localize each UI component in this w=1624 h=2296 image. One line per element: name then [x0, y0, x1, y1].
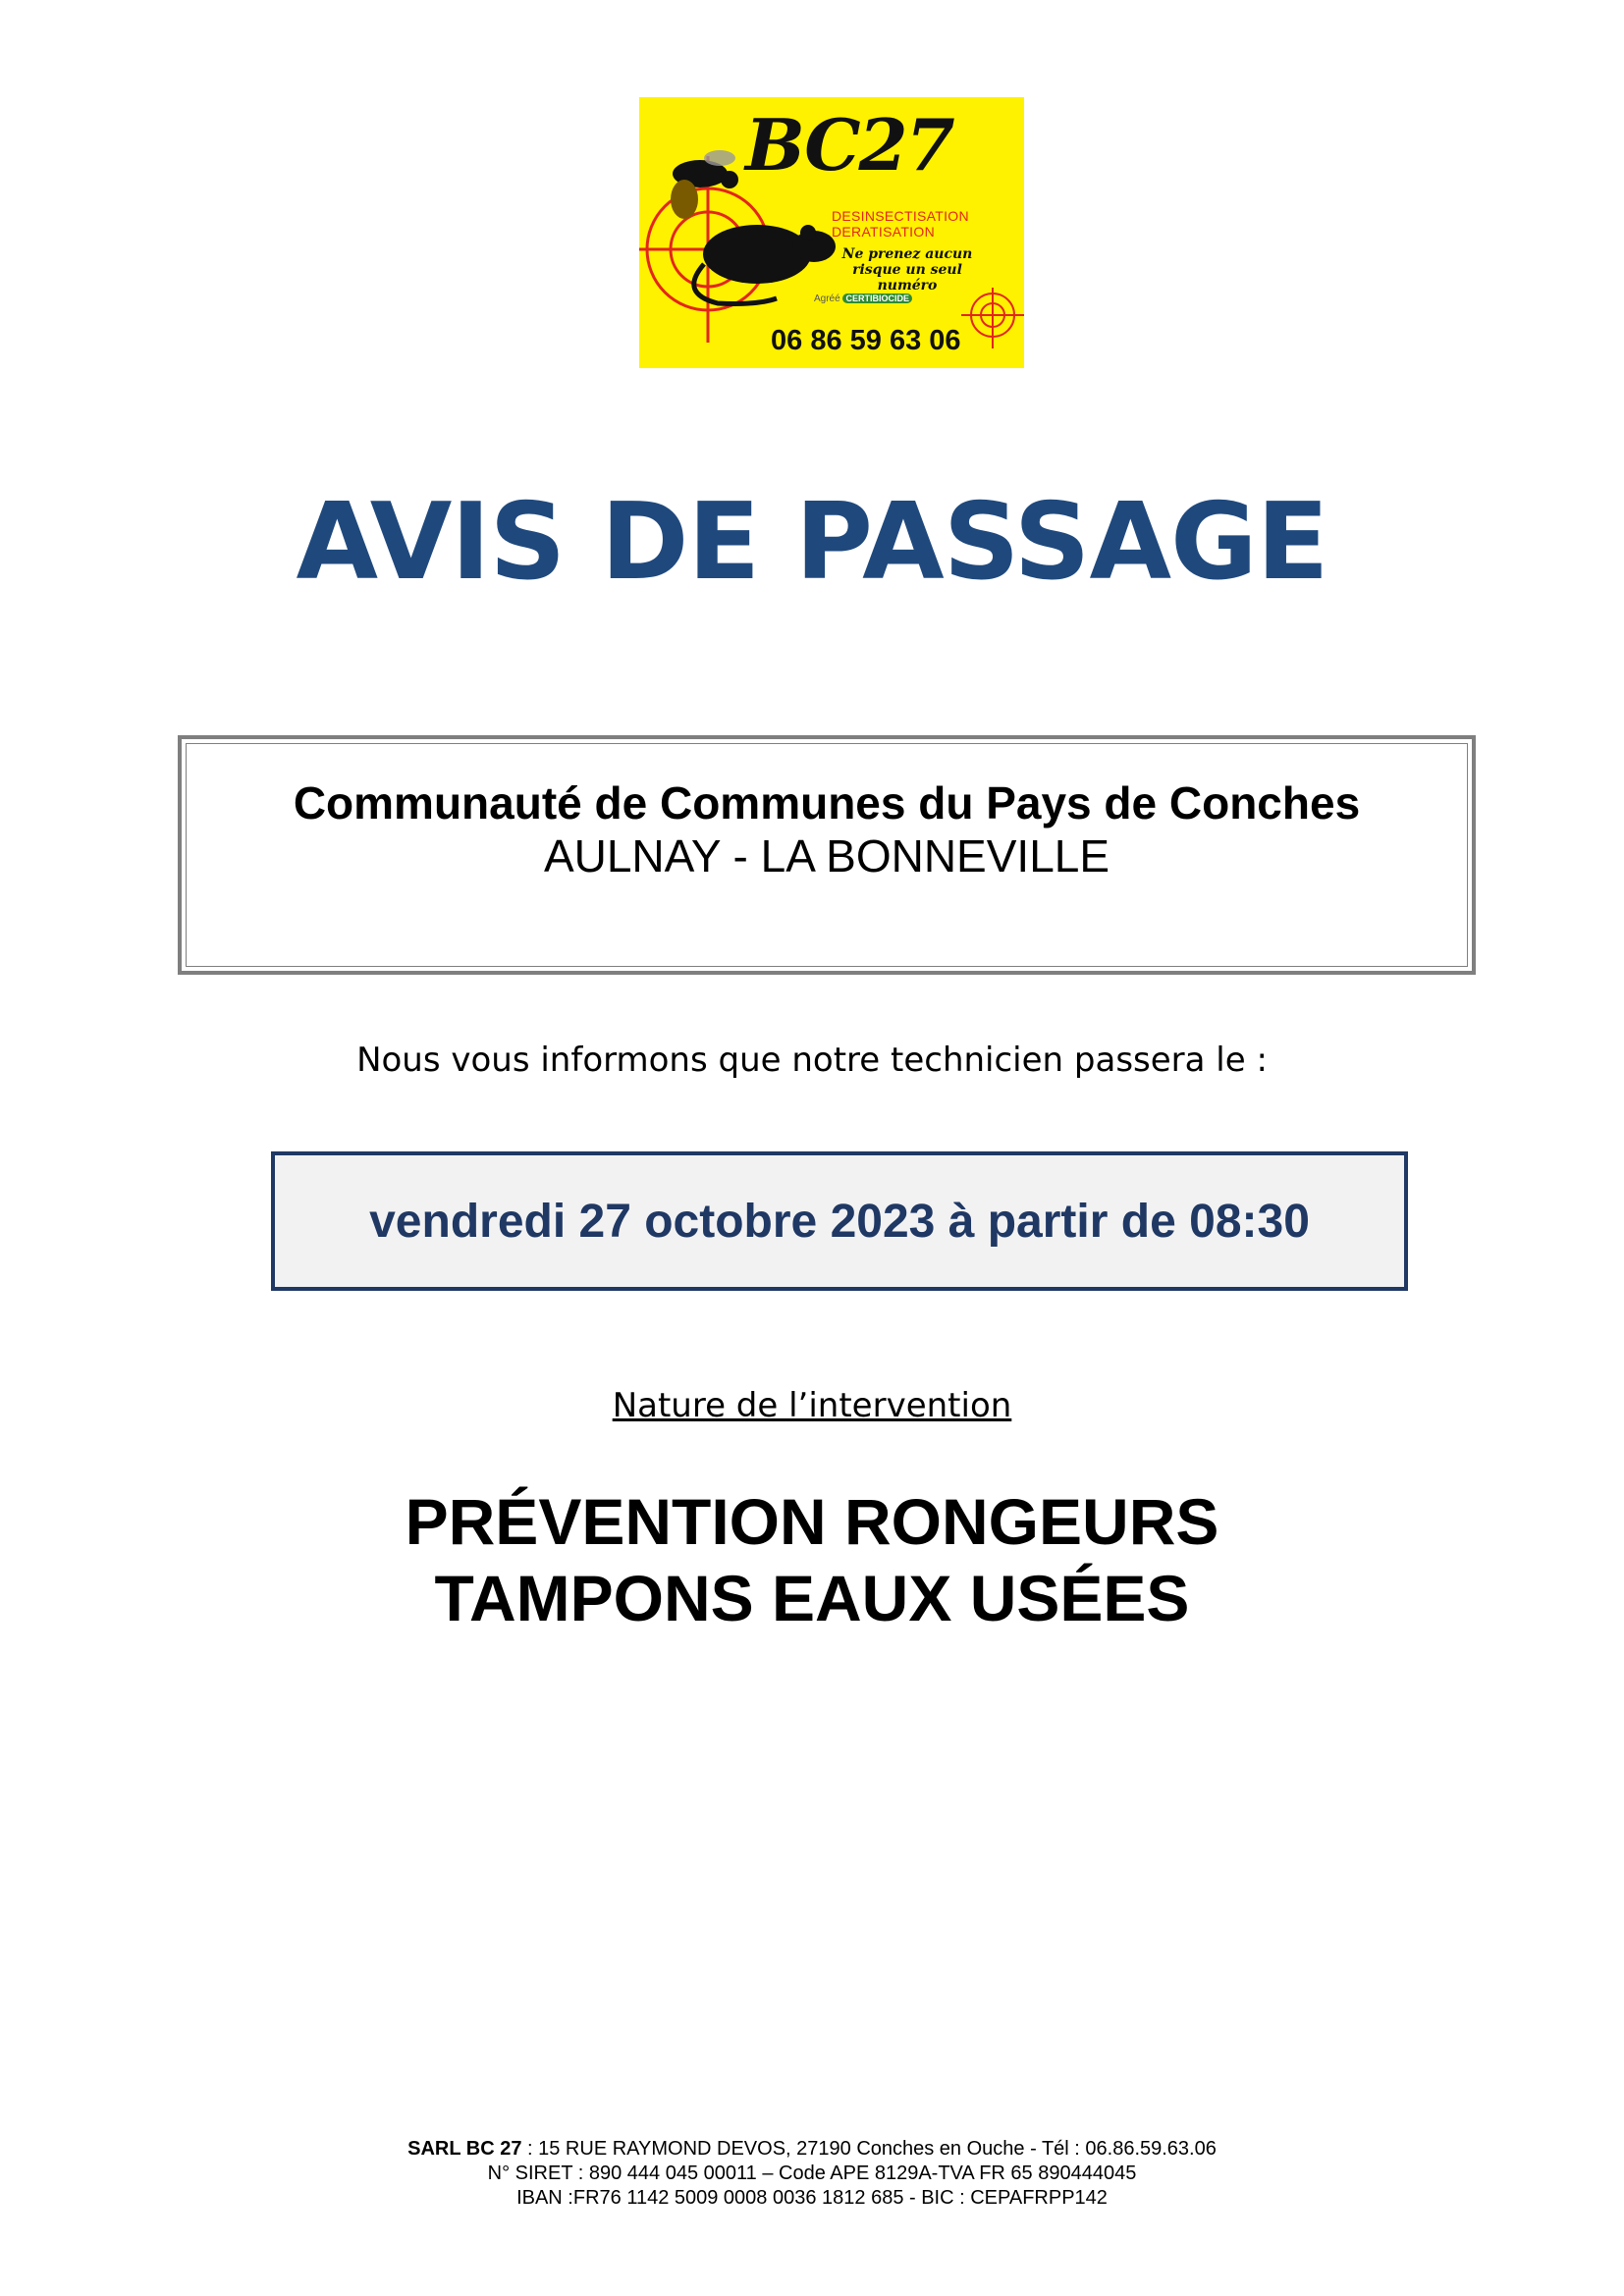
page-title: AVIS DE PASSAGE [296, 481, 1328, 604]
wasp-icon [671, 150, 738, 219]
footer-line1 [0, 2138, 1624, 2161]
logo-cert-name: CERTIBIOCIDE [842, 294, 912, 303]
nature-label [0, 1386, 1624, 1425]
visit-date: vendredi 27 octobre 2023 à partir de 08:30 [369, 1196, 1310, 1248]
footer-line3: IBAN :FR76 1142 5009 0008 0036 1812 685 - BIC : CEPAFRPP142 [516, 2187, 1108, 2209]
footer-address: : 15 RUE RAYMOND DEVOS, 27190 Conches en Ouche - Tél : 06.86.59.63.06 [521, 2138, 1217, 2160]
logo-line1: DESINSECTISATION [832, 208, 969, 224]
logo-brand: BC27 [745, 103, 953, 187]
nature-label-text: Nature de l’intervention [612, 1386, 1012, 1425]
nature-line1: PRÉVENTION RONGEURS [405, 1485, 1219, 1558]
community-box [178, 735, 1476, 975]
community-name: Communauté de Communes du Pays de Conches [293, 777, 1361, 828]
footer-company: SARL BC 27 [407, 2138, 522, 2160]
logo-line2: DERATISATION [832, 224, 935, 240]
rat-icon [694, 225, 836, 303]
logo-slogan: Ne prenez aucun risque un seul numéro [841, 246, 973, 294]
info-text: Nous vous informons que notre technicien passera le : [356, 1041, 1268, 1080]
logo-cert-prefix: Agréé [814, 294, 840, 304]
footer-line2: N° SIRET : 890 444 045 00011 – Code APE 8129A-TVA FR 65 890444045 [487, 2163, 1137, 2184]
company-logo [639, 97, 1024, 368]
logo-cert [814, 294, 912, 304]
community-location: AULNAY - LA BONNEVILLE [543, 830, 1110, 881]
date-box [271, 1151, 1408, 1291]
nature-line2: TAMPONS EAUX USÉES [434, 1562, 1190, 1634]
logo-phone: 06 86 59 63 06 [771, 325, 961, 356]
